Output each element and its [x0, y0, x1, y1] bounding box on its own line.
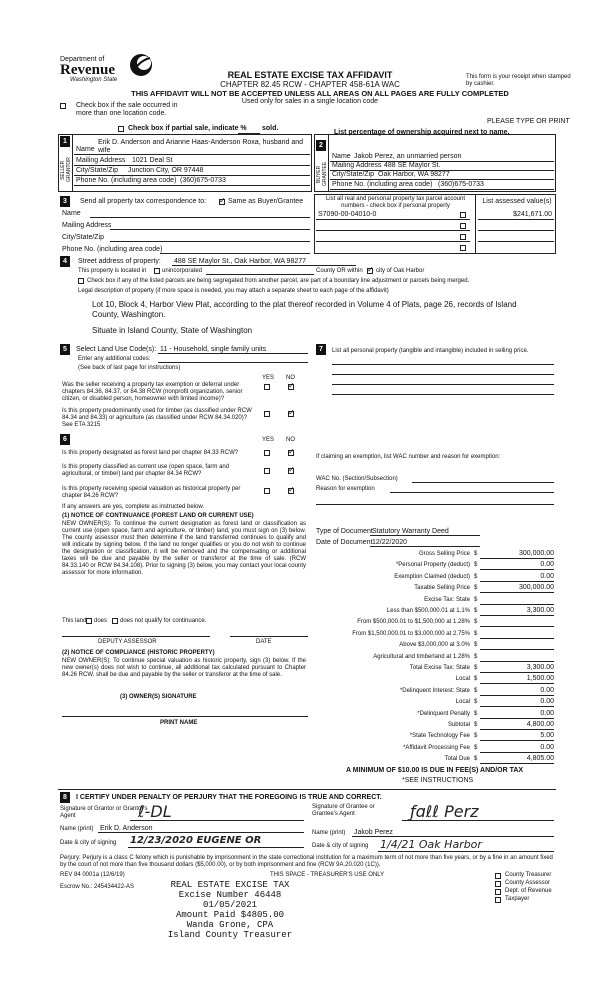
- grantor-name: Erik D. Anderson: [100, 825, 153, 832]
- seller-name-label: Name: [76, 146, 95, 153]
- doc-date: 12/22/2020: [372, 539, 408, 546]
- tax-row-label: Excise Tax: State: [424, 597, 470, 603]
- form-warning: THIS AFFIDAVIT WILL NOT BE ACCEPTED UNLESS ALL AREAS ON ALL PAGES ARE FULLY COMPLETED: [131, 89, 509, 98]
- tax-row-label: Gross Selling Price: [418, 551, 470, 557]
- tax-row-value: 0.00: [540, 698, 554, 705]
- tax-row-dollar: $: [474, 585, 478, 591]
- grantor-name-label: Name (print): [60, 826, 94, 832]
- type-or-print: PLEASE TYPE OR PRINT: [487, 118, 570, 125]
- located-label: This property is located in: [78, 268, 147, 274]
- buyer-phone-label: Phone No. (including area code): [332, 181, 433, 188]
- copy-taxpayer-checkbox[interactable]: [495, 897, 501, 903]
- section-8-number: 8: [60, 792, 70, 803]
- s6-question-3: Is this property receiving special valuation as historical property per chapter 84.26 RCW?: [62, 486, 241, 499]
- grantee-signature-label: Signature of Grantee or Grantee's Agent: [312, 804, 375, 817]
- parcel-header: List all real and personal property tax parcel account numbers - check box if personal property: [325, 196, 466, 209]
- if-yes-note: If any answers are yes, complete as instructed below.: [62, 504, 205, 510]
- stamp-line-1: REAL ESTATE EXCISE TAX: [170, 880, 290, 890]
- s6-q2-yes[interactable]: [264, 468, 270, 474]
- tax-row-label: Local: [455, 699, 470, 705]
- buyer-city: Oak Harbor, WA 98277: [378, 171, 450, 178]
- see-instructions-note: *SEE INSTRUCTIONS: [402, 777, 474, 784]
- tax-row-dollar: $: [474, 562, 478, 568]
- partial-sale-checkbox[interactable]: [118, 126, 124, 132]
- parcel-3-personal-checkbox[interactable]: [460, 234, 466, 240]
- s5-q1-no[interactable]: [288, 384, 294, 390]
- s5-q2-no[interactable]: [288, 411, 294, 417]
- tax-row-value: 0.00: [540, 687, 554, 694]
- street-address: 488 SE Maylor St., Oak Harbor, WA 98277: [174, 258, 307, 265]
- treasurer-use-label: THIS SPACE - TREASURER'S USE ONLY: [270, 872, 385, 878]
- treasurer-stamp: [150, 880, 310, 940]
- seller-city-label: City/State/Zip: [76, 167, 119, 174]
- section-2-number: 2: [316, 140, 326, 151]
- partial-sale-label: Check box if partial sale, indicate %: [128, 125, 247, 132]
- assessor-date-label: DATE: [256, 639, 272, 645]
- tax-row-label: From $500,000.01 to $1,500,000 at 1.28%: [357, 619, 470, 625]
- tax-row-dollar: $: [474, 722, 478, 728]
- notice-2-title: (2) NOTICE OF COMPLIANCE (HISTORIC PROPERTY): [62, 650, 215, 656]
- seller-phone: (360)675-0733: [180, 177, 226, 184]
- same-as-buyer-checkbox[interactable]: [219, 199, 225, 205]
- tax-row-label: Above $3,000,000 at 3.0%: [399, 642, 470, 648]
- tax-row-value: 5.00: [540, 732, 554, 739]
- s6-q1-no[interactable]: [288, 450, 294, 456]
- tax-row-label: Taxable Selling Price: [414, 585, 470, 591]
- not-qualify-label: does not qualify for continuance.: [120, 618, 207, 624]
- s6-q1-yes[interactable]: [264, 450, 270, 456]
- form-chapter: CHAPTER 82.45 RCW - CHAPTER 458-61A WAC: [220, 80, 400, 89]
- land-does-label: This land: [62, 618, 87, 624]
- tax-row-value: 3,300.00: [526, 607, 554, 614]
- tax-row-value: 300,000.00: [518, 550, 554, 557]
- grantee-name-label: Name (print): [312, 830, 346, 836]
- tax-row-dollar: $: [474, 631, 478, 637]
- parcel-4-personal-checkbox[interactable]: [460, 245, 466, 251]
- form-title: REAL ESTATE EXCISE TAX AFFIDAVIT: [227, 70, 393, 80]
- tax-row-dollar: $: [474, 574, 478, 580]
- section-5-number: 5: [60, 344, 70, 355]
- doc-type: Statutory Warranty Deed: [372, 528, 449, 535]
- land-use-label: Select Land Use Code(s):: [76, 346, 157, 353]
- tax-row-label: *Delinquent Penalty: [417, 711, 470, 717]
- tax-row-dollar: $: [474, 619, 478, 625]
- stamp-line-4: Amount Paid $4805.00: [175, 910, 285, 920]
- corr-name-label: Name: [62, 210, 81, 217]
- tax-row-value: 0.00: [540, 573, 554, 580]
- tax-row-dollar: $: [474, 756, 478, 762]
- s6-yes-header: YES: [262, 437, 275, 443]
- tax-row-label: Less than $500,000.01 at 1.1%: [386, 608, 470, 614]
- logo-state: Washington State: [70, 77, 118, 83]
- logo-dept: Department of: [60, 56, 105, 63]
- buyer-name: Jakob Perez, an unmarried person: [354, 153, 462, 160]
- perjury-note: Perjury: Perjury is a class C felony which is punishable by imprisonment in the state correctional institution for a maximum term of not more than five years, or by a fine in an amount fixed by the court of not more than five thousand dollars ($5,000.00), or by both imprisonment and fine (RCW 9A.20.020 (1C)).: [60, 855, 553, 868]
- tax-row-label: From $1,500,000.01 to $3,000,000 at 2.75%: [352, 631, 470, 637]
- minimum-fee-note: A MINIMUM OF $10.00 IS DUE IN FEE(S) AND/OR TAX: [346, 767, 524, 774]
- buyer-address: 488 SE Maylor St.: [384, 162, 441, 169]
- city-checkbox[interactable]: [367, 268, 373, 274]
- s5-q2-yes[interactable]: [264, 411, 270, 417]
- doc-type-label: Type of Document: [316, 528, 373, 535]
- seller-address-label: Mailing Address: [76, 157, 126, 164]
- seller-name: Erik D. Anderson and Arianne Haas-Anderson Roxa, husband and wife: [98, 139, 304, 154]
- grantee-signature: ƒɑℓℓ Perz: [410, 802, 479, 821]
- owner-signature-label: (3) OWNER(S) SIGNATURE: [120, 694, 197, 700]
- s6-no-header: NO: [286, 437, 295, 443]
- tax-row-label: Subtotal: [447, 722, 470, 728]
- multi-location-label: Check box if the sale occurred in more than one location code.: [76, 102, 178, 117]
- buyer-side-label: BUYER GRANTEE: [316, 161, 328, 187]
- tax-row-dollar: $: [474, 688, 478, 694]
- notice-1-body: NEW OWNER(S): To continue the current designation as forest land or classification as current use (open space, farm and agriculture, or timber) land, you must sign on (3) below. The county assessor must then determine if the land transferred continues to qualify and will indicate by signing below. If the land no longer qualifies or you do not wish to continue the designation or classification, it will be removed and the compensating or additional taxes will be due and payable by the seller or transferor at the time of sale. (RCW 84.33.140 or RCW 84.34.108). Prior to signing (3) below, you may contact your local county assessor for more information.: [62, 521, 306, 576]
- copy-assessor-checkbox[interactable]: [495, 881, 501, 887]
- tax-row-dollar: $: [474, 654, 478, 660]
- deputy-assessor-label: DEPUTY ASSESSOR: [98, 639, 157, 645]
- wa-logo-icon: [128, 52, 154, 78]
- section-6-number: 6: [60, 434, 70, 445]
- reason-label: Reason for exemption: [316, 486, 375, 492]
- tax-row-label: *Affidavit Processing Fee: [403, 745, 470, 751]
- tax-row-dollar: $: [474, 608, 478, 614]
- buyer-address-label: Mailing Address: [332, 162, 382, 169]
- s6-q3-yes[interactable]: [264, 488, 270, 494]
- assessed-header: List assessed value(s): [482, 198, 552, 205]
- copy-dor-checkbox[interactable]: [495, 889, 501, 895]
- section-3-number: 3: [60, 196, 70, 207]
- unincorporated-checkbox[interactable]: [154, 268, 160, 274]
- ownership-note: List percentage of ownership acquired next to name.: [334, 129, 510, 136]
- tax-row-label: Agricultural and timberland at 1.28%: [373, 654, 470, 660]
- segregated-checkbox[interactable]: [78, 278, 84, 284]
- doc-date-label: Date of Document: [316, 539, 373, 546]
- tax-row-dollar: $: [474, 699, 478, 705]
- buyer-name-label: Name: [332, 153, 351, 160]
- section-7-number: 7: [316, 344, 326, 355]
- legal-label: Legal description of property (if more space is needed, you may attach a separate sheet to each page of the affidavit): [78, 288, 389, 294]
- parcel-1-personal-checkbox[interactable]: [460, 212, 466, 218]
- tax-row-dollar: $: [474, 642, 478, 648]
- grantee-date-city: 1/4/21 Oak Harbor: [380, 838, 482, 851]
- tax-row-value: 0.00: [540, 561, 554, 568]
- copy-taxpayer-label: Taxpayer: [505, 896, 530, 902]
- personal-property-label: List all personal property (tangible and intangible) included in selling price.: [332, 348, 529, 354]
- unincorporated-label: unincorporated: [162, 268, 203, 274]
- tax-row-dollar: $: [474, 551, 478, 557]
- logo-revenue: Revenue: [60, 62, 115, 78]
- corr-address-label: Mailing Address: [62, 222, 112, 229]
- tax-row-dollar: $: [474, 711, 478, 717]
- s5-question-1: Was the seller receiving a property tax exemption or deferral under chapters 84.36, 84.37, or 84.38 RCW (nonprofit organization, senior citizen, or disabled person, homeowner with limited income)?: [62, 382, 243, 402]
- grantee-date-label: Date & city of signing: [312, 843, 369, 849]
- s5-question-2: Is this property predominantly used for timber (as classified under RCW 84.34 and 84.33) or agriculture (as classified under RCW 84.34.020)? See ETA 3215: [62, 408, 252, 428]
- land-does-not-checkbox[interactable]: [112, 618, 118, 624]
- copy-dor-label: Dept. of Revenue: [505, 888, 552, 894]
- print-name-label: PRINT NAME: [160, 720, 198, 726]
- tax-row-label: Total Due: [444, 756, 470, 762]
- copy-assessor-label: County Assessor: [505, 880, 551, 886]
- s6-question-1: Is this property designated as forest land per chapter 84.33 RCW?: [62, 450, 239, 456]
- buyer-city-label: City/State/Zip: [332, 171, 375, 178]
- parcel-number: S7090-00-04010-0: [318, 211, 377, 218]
- stamp-line-2: Excise Number 46448: [178, 890, 282, 900]
- s6-question-2: Is this property classified as current use (open space, farm and agricultural, or timber) land per chapter 84.34 RCW?: [62, 464, 230, 477]
- tax-row-label: Local: [455, 676, 470, 682]
- escrow-number: Escrow No.: 245434422-AS: [60, 884, 135, 890]
- notice-2-body: NEW OWNER(S): To continue special valuation as historic property, sign (3) below. If the new owner(s) does not wish to continue, all additional tax calculated pursuant to Chapter 84.26 RCW, shall be due and payable by the seller or transferor at the time of sale.: [62, 658, 306, 678]
- correspondence-label: Send all property tax correspondence to:: [80, 198, 207, 205]
- wac-label: WAC No. (Section/Subsection): [316, 476, 398, 482]
- tax-row-value: 300,000.00: [518, 584, 554, 591]
- city-of-label: city of Oak Harbor: [376, 268, 425, 274]
- s6-q2-no[interactable]: [288, 468, 294, 474]
- single-location-note: Used only for sales in a single location code: [241, 98, 379, 105]
- tax-row-value: 0.00: [540, 744, 554, 751]
- stamp-line-5: Wanda Grone, CPA: [186, 920, 274, 930]
- copy-treasurer-checkbox[interactable]: [495, 873, 501, 879]
- partial-sold: sold.: [262, 125, 279, 132]
- county-within-label: County OR within: [316, 268, 363, 274]
- claiming-exemption-label: If claiming an exemption, list WAC number and reason for exemption:: [316, 454, 501, 460]
- see-back-label: (See back of last page for instructions): [78, 365, 181, 371]
- tax-row-dollar: $: [474, 676, 478, 682]
- seller-side-label: SELLER GRANTOR: [60, 157, 72, 183]
- tax-row-label: Exemption Claimed (deduct): [394, 574, 470, 580]
- land-use-code: 11 - Household, single family units: [160, 346, 267, 353]
- tax-row-value: 4,805.00: [526, 755, 554, 762]
- tax-row-value: 1,500.00: [526, 675, 554, 682]
- receipt-note: This form is your receipt when stamped by cashier.: [466, 74, 571, 87]
- tax-row-dollar: $: [474, 665, 478, 671]
- grantor-date-city: 12/23/2020 EUGENE OR: [130, 835, 262, 846]
- grantor-signature-label: Signature of Grantor or Grantor's Agent: [60, 806, 148, 819]
- grantor-date-label: Date & city of signing: [60, 840, 117, 846]
- section-1-number: 1: [60, 136, 70, 147]
- multi-location-checkbox[interactable]: [60, 103, 66, 109]
- s5-yes-header: YES: [262, 375, 275, 381]
- tax-row-label: Total Excise Tax: State: [409, 665, 470, 671]
- form-revision: REV 84 0001a (12/6/19): [60, 872, 125, 878]
- s5-q1-yes[interactable]: [264, 384, 270, 390]
- tax-row-value: 4,800.00: [526, 721, 554, 728]
- legal-lot: Lot 10, Block 4, Harbor View Plat, according to the plat thereof recorded in Volume 4 of Plats, page 26, records of Island County, Washington.: [92, 300, 517, 319]
- tax-row-label: *Personal Property (deduct): [395, 562, 470, 568]
- tax-row-dollar: $: [474, 745, 478, 751]
- street-label: Street address of property:: [78, 258, 161, 265]
- certify-statement: I CERTIFY UNDER PENALTY OF PERJURY THAT THE FOREGOING IS TRUE AND CORRECT.: [76, 794, 382, 801]
- same-as-buyer-label: Same as Buyer/Grantee: [228, 198, 304, 205]
- assessed-value: $241,671.00: [513, 211, 552, 218]
- additional-codes-label: Enter any additional codes:: [78, 356, 151, 362]
- grantee-name: Jakob Perez: [354, 829, 393, 836]
- seller-city: Junction City, OR 97448: [128, 167, 204, 174]
- parcel-2-personal-checkbox[interactable]: [460, 223, 466, 229]
- tax-row-label: *State Technology Fee: [409, 733, 470, 739]
- seller-phone-label: Phone No. (including area code): [76, 177, 177, 184]
- s6-q3-no[interactable]: [288, 488, 294, 494]
- seller-address: 1021 Deal St: [132, 157, 173, 164]
- tax-row-value: 3,300.00: [526, 664, 554, 671]
- corr-phone-label: Phone No. (including area code): [62, 246, 163, 253]
- section-4-number: 4: [60, 256, 70, 267]
- copy-treasurer-label: County Treasurer: [505, 872, 552, 878]
- s5-no-header: NO: [286, 375, 295, 381]
- corr-city-label: City/State/Zip: [62, 234, 105, 241]
- stamp-line-6: Island County Treasurer: [167, 930, 293, 940]
- legal-situate: Situate in Island County, State of Washington: [92, 326, 253, 335]
- tax-row-dollar: $: [474, 597, 478, 603]
- buyer-phone: (360)675-0733: [438, 181, 484, 188]
- notice-1-title: (1) NOTICE OF CONTINUANCE (FOREST LAND OR CURRENT USE): [62, 513, 254, 519]
- tax-row-dollar: $: [474, 733, 478, 739]
- segregated-label: Check box if any of the listed parcels are being segregated from another parcel, are part of a boundary line adjustment or parcels being merged.: [87, 278, 470, 284]
- land-does-word: does: [94, 618, 108, 624]
- tax-row-label: *Delinquent Interest: State: [399, 688, 470, 694]
- land-does-checkbox[interactable]: [86, 618, 92, 624]
- grantor-signature: ℓ-DL: [138, 802, 172, 821]
- stamp-line-3: 01/05/2021: [202, 900, 257, 910]
- tax-row-value: 0.00: [540, 710, 554, 717]
